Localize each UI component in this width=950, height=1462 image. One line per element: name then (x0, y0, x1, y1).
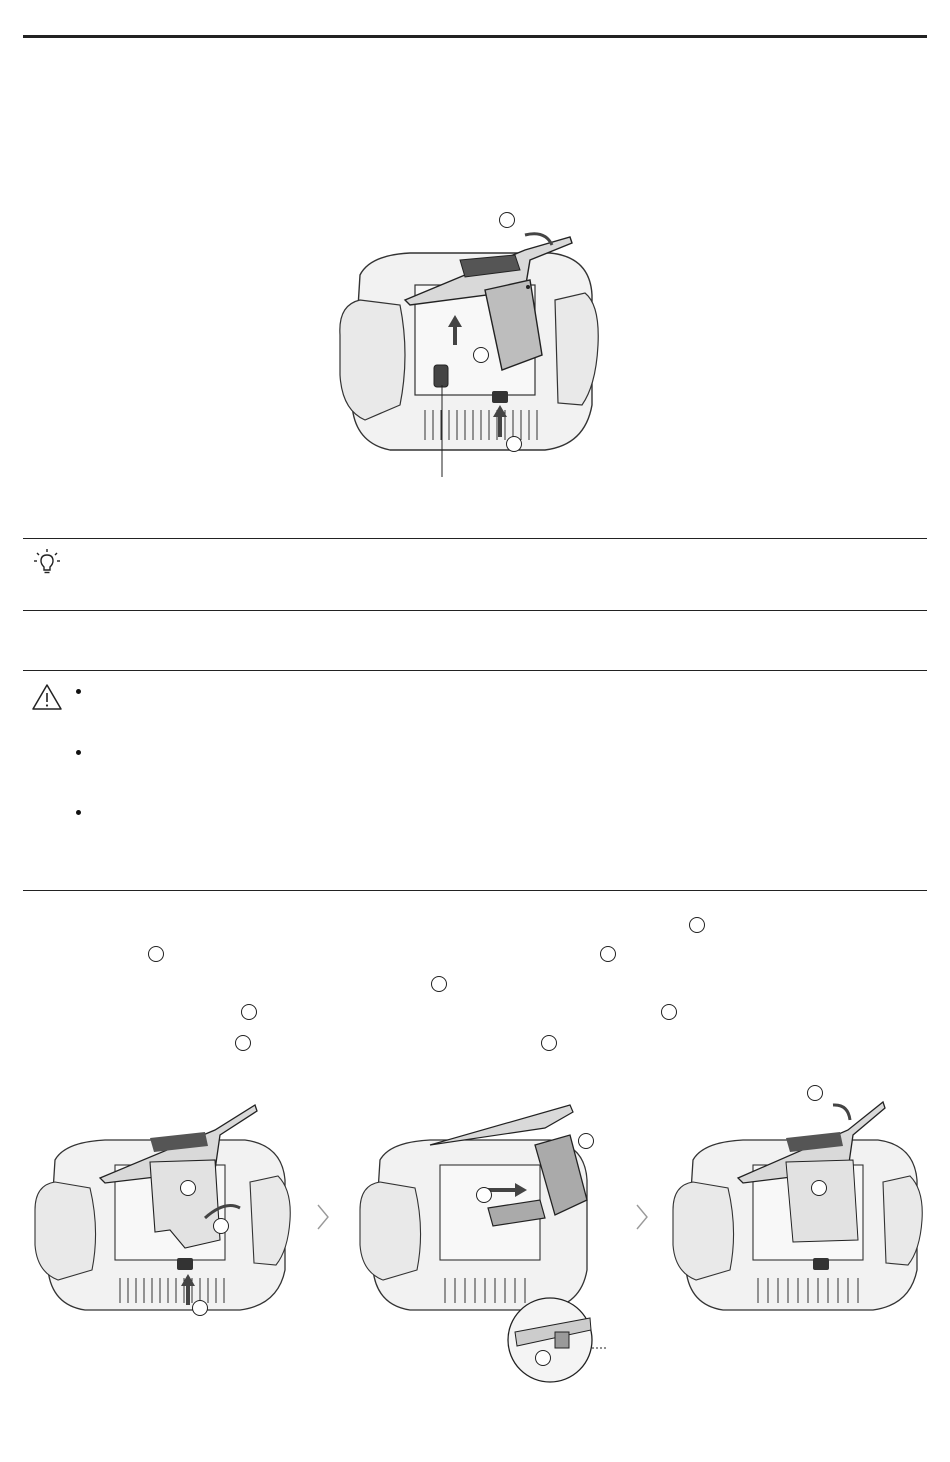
tip-top-rule (23, 538, 927, 539)
inline-step-marker (661, 1004, 677, 1020)
step-marker (192, 1300, 208, 1316)
warning-top-rule (23, 670, 927, 671)
bullet-point (76, 689, 81, 694)
step-marker (476, 1187, 492, 1203)
step-marker (180, 1180, 196, 1196)
battery-removal-figure (330, 205, 600, 480)
step-marker (535, 1350, 551, 1366)
step-marker (473, 347, 489, 363)
chevron-right-icon (316, 1203, 330, 1231)
inline-step-marker (431, 976, 447, 992)
lightbulb-icon (33, 548, 61, 576)
step-figure-3 (668, 1090, 928, 1320)
inline-step-marker (235, 1035, 251, 1051)
step-marker (213, 1218, 229, 1234)
tip-bottom-rule (23, 610, 927, 611)
step-marker (811, 1180, 827, 1196)
step-figure-1 (30, 1100, 300, 1320)
bullet-point (76, 810, 81, 815)
step-marker (578, 1133, 594, 1149)
step-figure-2 (355, 1100, 605, 1385)
inline-step-marker (689, 917, 705, 933)
bullet-point (76, 750, 81, 755)
step-marker (499, 212, 515, 228)
inline-step-marker (241, 1004, 257, 1020)
top-rule (23, 35, 927, 38)
inline-step-marker (541, 1035, 557, 1051)
step-marker (506, 436, 522, 452)
chevron-right-icon (635, 1203, 649, 1231)
inline-step-marker (148, 946, 164, 962)
warning-bottom-rule (23, 890, 927, 891)
warning-triangle-icon (31, 683, 63, 711)
inline-step-marker (600, 946, 616, 962)
step-marker (807, 1085, 823, 1101)
